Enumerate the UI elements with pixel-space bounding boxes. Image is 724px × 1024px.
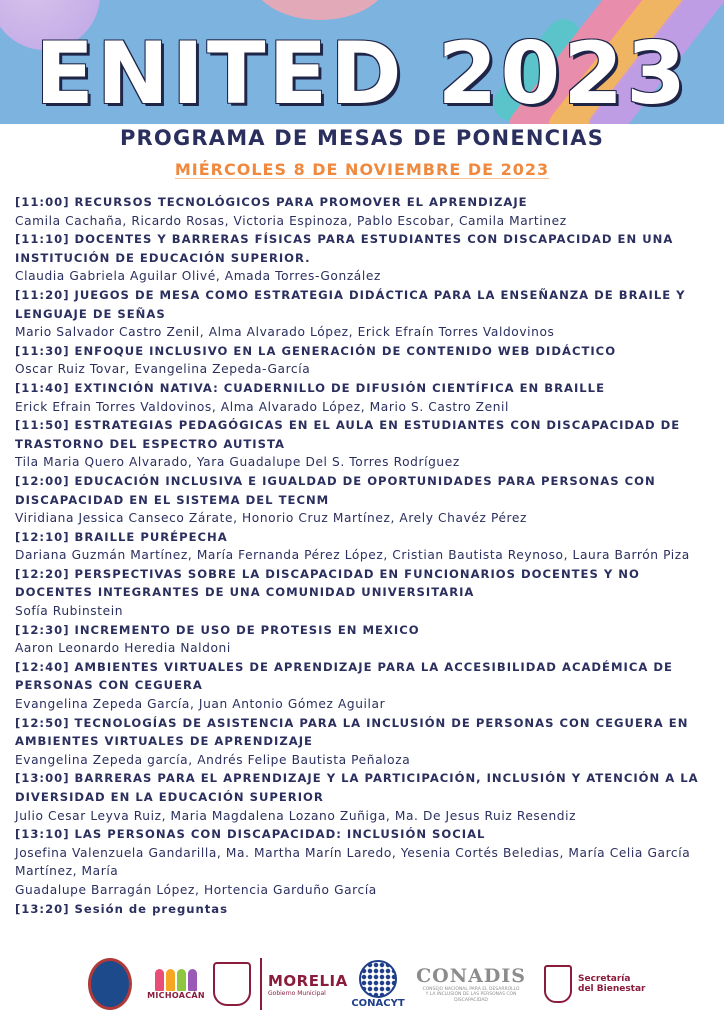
session-title: [11:40] EXTINCIÓN NATIVA: CUADERNILLO DE DIFUSIÓN CIENTÍFICA EN BRAILLE	[15, 380, 605, 395]
session-title: [12:30] INCREMENTO DE USO DE PROTESIS EN MEXICO	[15, 622, 420, 637]
conacyt-label: CONACYT	[351, 997, 405, 1009]
session-item	[15, 230, 715, 286]
conadis-logo	[416, 958, 526, 1010]
shield-icon	[544, 965, 572, 1003]
conadis-sub-label: CONSEJO NACIONAL PARA EL DESARROLLO Y LA INCLUSIÓN DE LAS PERSONAS CON DISCAPACIDAD	[422, 986, 520, 1003]
session-item	[15, 769, 715, 825]
bienestar-label: Secretaría del Bienestar	[578, 974, 646, 994]
session-authors: Mario Salvador Castro Zenil, Alma Alvarado López, Erick Efraín Torres Valdovinos	[15, 325, 555, 340]
session-title: [12:40] AMBIENTES VIRTUALES DE APRENDIZAJE PARA LA ACCESIBILIDAD ACADÉMICA DE PERSONAS CON CEGUERA	[15, 659, 673, 693]
session-item	[15, 565, 715, 621]
session-authors: Evangelina Zepeda García, Juan Antonio Gómez Aguilar	[15, 697, 386, 712]
session-item	[15, 825, 715, 899]
session-authors: Julio Cesar Leyva Ruiz, Maria Magdalena Lozano Zuñiga, Ma. De Jesus Ruiz Resendiz	[15, 808, 577, 823]
session-authors: Sofía Rubinstein	[15, 604, 124, 619]
michoacan-logo	[146, 958, 206, 1010]
morelia-logo	[260, 958, 350, 1010]
session-item	[15, 621, 715, 658]
session-authors: Oscar Ruiz Tovar, Evangelina Zepeda-García	[15, 362, 311, 377]
header-banner	[0, 0, 724, 124]
session-authors: Claudia Gabriela Aguilar Olivé, Amada Torres-González	[15, 269, 381, 284]
morelia-label: MORELIA	[268, 971, 348, 990]
michoacan-label: MICHOACÁN	[147, 990, 205, 1000]
sponsor-logos	[80, 958, 660, 1010]
session-title: [12:00] EDUCACIÓN INCLUSIVA E IGUALDAD DE OPORTUNIDADES PARA PERSONAS CON DISCAPACIDAD EN EL SISTEMA DEL TECNM	[15, 473, 656, 507]
session-item	[15, 528, 715, 565]
session-authors: Viridiana Jessica Canseco Zárate, Honorio Cruz Martínez, Arely Chavéz Pérez	[15, 511, 527, 526]
session-title: [11:50] ESTRATEGIAS PEDAGÓGICAS EN EL AULA EN ESTUDIANTES CON DISCAPACIDAD DE TRASTORNO DEL ESPECTRO AUTISTA	[15, 418, 681, 451]
session-item	[15, 658, 715, 714]
session-item	[15, 286, 715, 342]
conacyt-logo	[346, 958, 410, 1010]
morelia-sub-label: Gobierno Municipal	[268, 989, 326, 997]
program-title: PROGRAMA DE MESAS DE PONENCIAS	[119, 126, 605, 150]
session-title: [13:00] BARRERAS PARA EL APRENDIZAJE Y LA PARTICIPACIÓN, INCLUSIÓN Y ATENCIÓN A LA DIVERSIDAD EN LA EDUCACIÓN SUPERIOR	[15, 771, 699, 804]
coat-of-arms-logo	[212, 958, 252, 1010]
session-authors: Erick Efrain Torres Valdovinos, Alma Alvarado López, Mario S. Castro Zenil	[15, 399, 510, 414]
session-authors: Josefina Valenzuela Gandarilla, Ma. Martha Marín Laredo, Yesenia Cortés Beledias, María Celia García Martínez, María Guadalupe Barragán López, Hortencia Garduño García	[15, 845, 691, 897]
decorative-circle	[250, 0, 390, 20]
bienestar-logo	[536, 958, 656, 1010]
session-item	[15, 416, 715, 472]
event-date: MIÉRCOLES 8 DE NOVIEMBRE DE 2023	[174, 160, 550, 179]
globe-icon	[359, 960, 397, 998]
session-title: [11:30] ENFOQUE INCLUSIVO EN LA GENERACIÓN DE CONTENIDO WEB DIDÁCTICO	[15, 343, 617, 358]
session-authors: Tila Maria Quero Alvarado, Yara Guadalupe Del S. Torres Rodríguez	[15, 455, 460, 470]
university-seal-logo	[88, 958, 132, 1010]
session-title: [11:20] JUEGOS DE MESA COMO ESTRATEGIA DIDÁCTICA PARA LA ENSEÑANZA DE BRAILE Y LENGUAJE DE SEÑAS	[15, 287, 686, 321]
session-item	[15, 472, 715, 528]
session-title: [12:20] PERSPECTIVAS SOBRE LA DISCAPACIDAD EN FUNCIONARIOS DOCENTES Y NO DOCENTES INTEGRANTES DE UNA COMUNIDAD UNIVERSITARIA	[15, 566, 640, 600]
session-item	[15, 714, 715, 770]
event-title: ENITED 2023	[35, 24, 689, 124]
session-item	[15, 342, 715, 379]
session-item	[15, 193, 715, 230]
session-title: [11:10] DOCENTES Y BARRERAS FÍSICAS PARA ESTUDIANTES CON DISCAPACIDAD EN UNA INSTITUCIÓN DE EDUCACIÓN SUPERIOR.	[15, 232, 674, 265]
session-item	[15, 379, 715, 416]
session-authors: Camila Cachaña, Ricardo Rosas, Victoria Espinoza, Pablo Escobar, Camila Martinez	[15, 213, 567, 228]
conadis-label: CONADIS	[416, 964, 526, 987]
session-authors: Dariana Guzmán Martínez, María Fernanda Pérez López, Cristian Bautista Reynoso, Laura Barrón Piza	[15, 548, 690, 563]
session-title: [11:00] RECURSOS TECNOLÓGICOS PARA PROMOVER EL APRENDIZAJE	[15, 195, 528, 209]
session-authors: Aaron Leonardo Heredia Naldoni	[15, 641, 231, 656]
session-title: [12:10] BRAILLE PURÉPECHA	[15, 529, 228, 544]
session-title: [12:50] TECNOLOGÍAS DE ASISTENCIA PARA LA INCLUSIÓN DE PERSONAS CON CEGUERA EN AMBIENTES VIRTUALES DE APRENDIZAJE	[15, 715, 689, 749]
session-list	[15, 193, 715, 918]
session-title: [13:20] Sesión de preguntas	[15, 901, 229, 916]
session-authors: Evangelina Zepeda garcía, Andrés Felipe Bautista Peñaloza	[15, 752, 411, 767]
session-item	[15, 900, 715, 919]
session-title: [13:10] LAS PERSONAS CON DISCAPACIDAD: INCLUSIÓN SOCIAL	[15, 827, 486, 842]
